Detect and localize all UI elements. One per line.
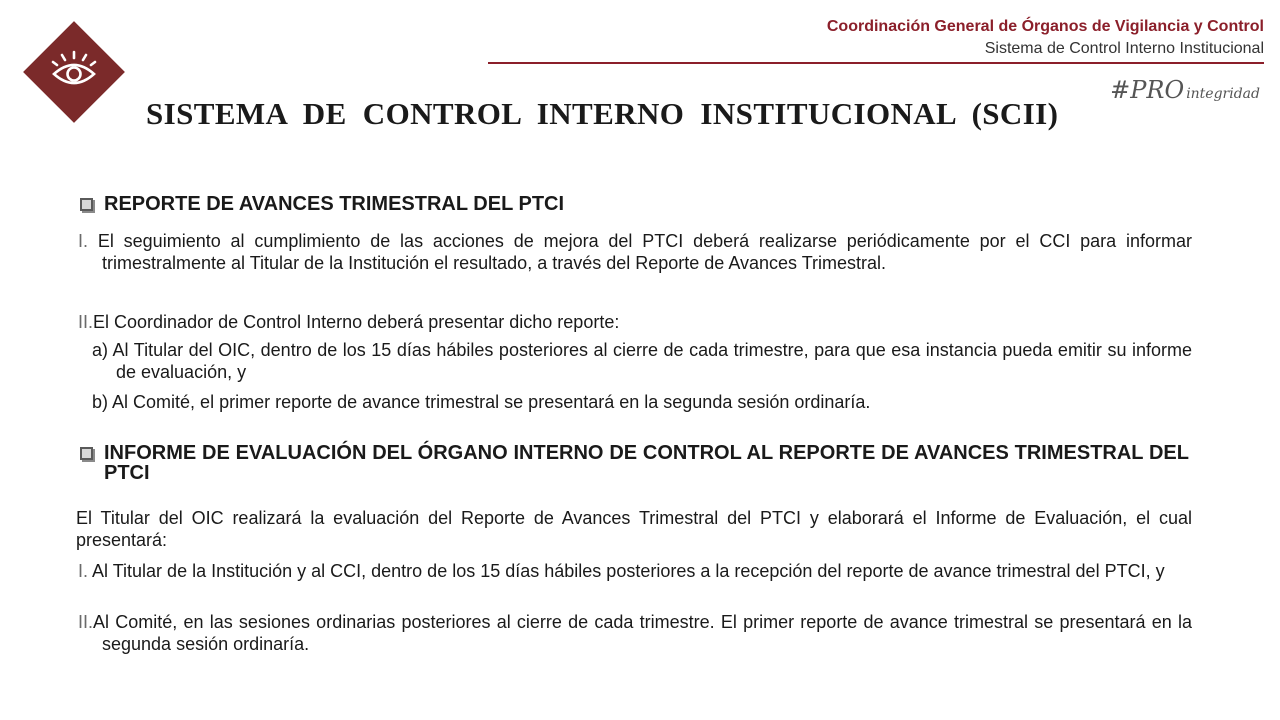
page-title: SISTEMA DE CONTROL INTERNO INSTITUCIONAL (SCII) <box>146 96 1059 131</box>
pro-integridad-badge <box>1110 76 1260 104</box>
section-heading-reporte <box>80 194 564 214</box>
subitem-letter: b) <box>92 392 109 412</box>
subitem-text: Al Comité, el primer reporte de avance trimestral se presentará en la segunda sesión ordinaría. <box>112 392 871 412</box>
org-header <box>827 16 1264 60</box>
eye-icon <box>24 22 124 122</box>
section2-item-1 <box>78 560 1192 582</box>
item-number: I. <box>78 231 89 251</box>
section2-intro: El Titular del OIC realizará la evaluación del Reporte de Avances Trimestral del PTCI y elaborará el Informe de Evaluación, el cual presentará: <box>76 508 1192 550</box>
header-divider <box>488 62 1264 64</box>
section1-item-1 <box>78 230 1192 274</box>
item-number: II. <box>78 312 94 332</box>
subitem-text: Al Titular del OIC, dentro de los 15 días hábiles posteriores al cierre de cada trimestre, para que esa instancia pueda emitir su informe de evaluación, y <box>112 340 1192 382</box>
org-subtitle: Sistema de Control Interno Institucional <box>984 40 1264 57</box>
section-heading-informe <box>80 443 1195 483</box>
square-bullet-icon <box>80 198 93 211</box>
badge-sub: integridad <box>1186 86 1260 102</box>
item-number: I. <box>78 561 89 581</box>
subitem-letter: a) <box>92 340 109 360</box>
square-bullet-icon <box>80 447 93 460</box>
section2-item-2 <box>78 611 1192 655</box>
section-heading-text: REPORTE DE AVANCES TRIMESTRAL DEL PTCI <box>104 193 565 215</box>
item-text: El seguimiento al cumplimiento de las acciones de mejora del PTCI deberá realizarse periódicamente por el CCI para informar trimestralmente al Titular de la Institución el resultado, a través del Reporte de Avances Trimestral. <box>97 231 1192 273</box>
section-heading-text: INFORME DE EVALUACIÓN DEL ÓRGANO INTERNO DE CONTROL AL REPORTE DE AVANCES TRIMESTRAL DEL PTCI <box>104 442 1189 484</box>
badge-main: #PRO <box>1110 76 1185 104</box>
item-text: Al Titular de la Institución y al CCI, dentro de los 15 días hábiles posteriores a la recepción del reporte de avance trimestral del PTCI, y <box>92 561 1165 581</box>
item-text: Al Comité, en las sesiones ordinarias posteriores al cierre de cada trimestre. El primer reporte de avance trimestral se presentará en la segunda sesión ordinaría. <box>93 612 1192 654</box>
section1-subitem-b <box>92 391 1192 413</box>
item-text: El Coordinador de Control Interno deberá presentar dicho reporte: <box>93 312 620 332</box>
institution-logo <box>24 22 124 122</box>
org-name: Coordinación General de Órganos de Vigilancia y Control <box>826 18 1264 35</box>
section1-item-2 <box>78 311 1192 333</box>
item-number: II. <box>78 612 94 632</box>
section1-subitem-a <box>92 339 1192 383</box>
